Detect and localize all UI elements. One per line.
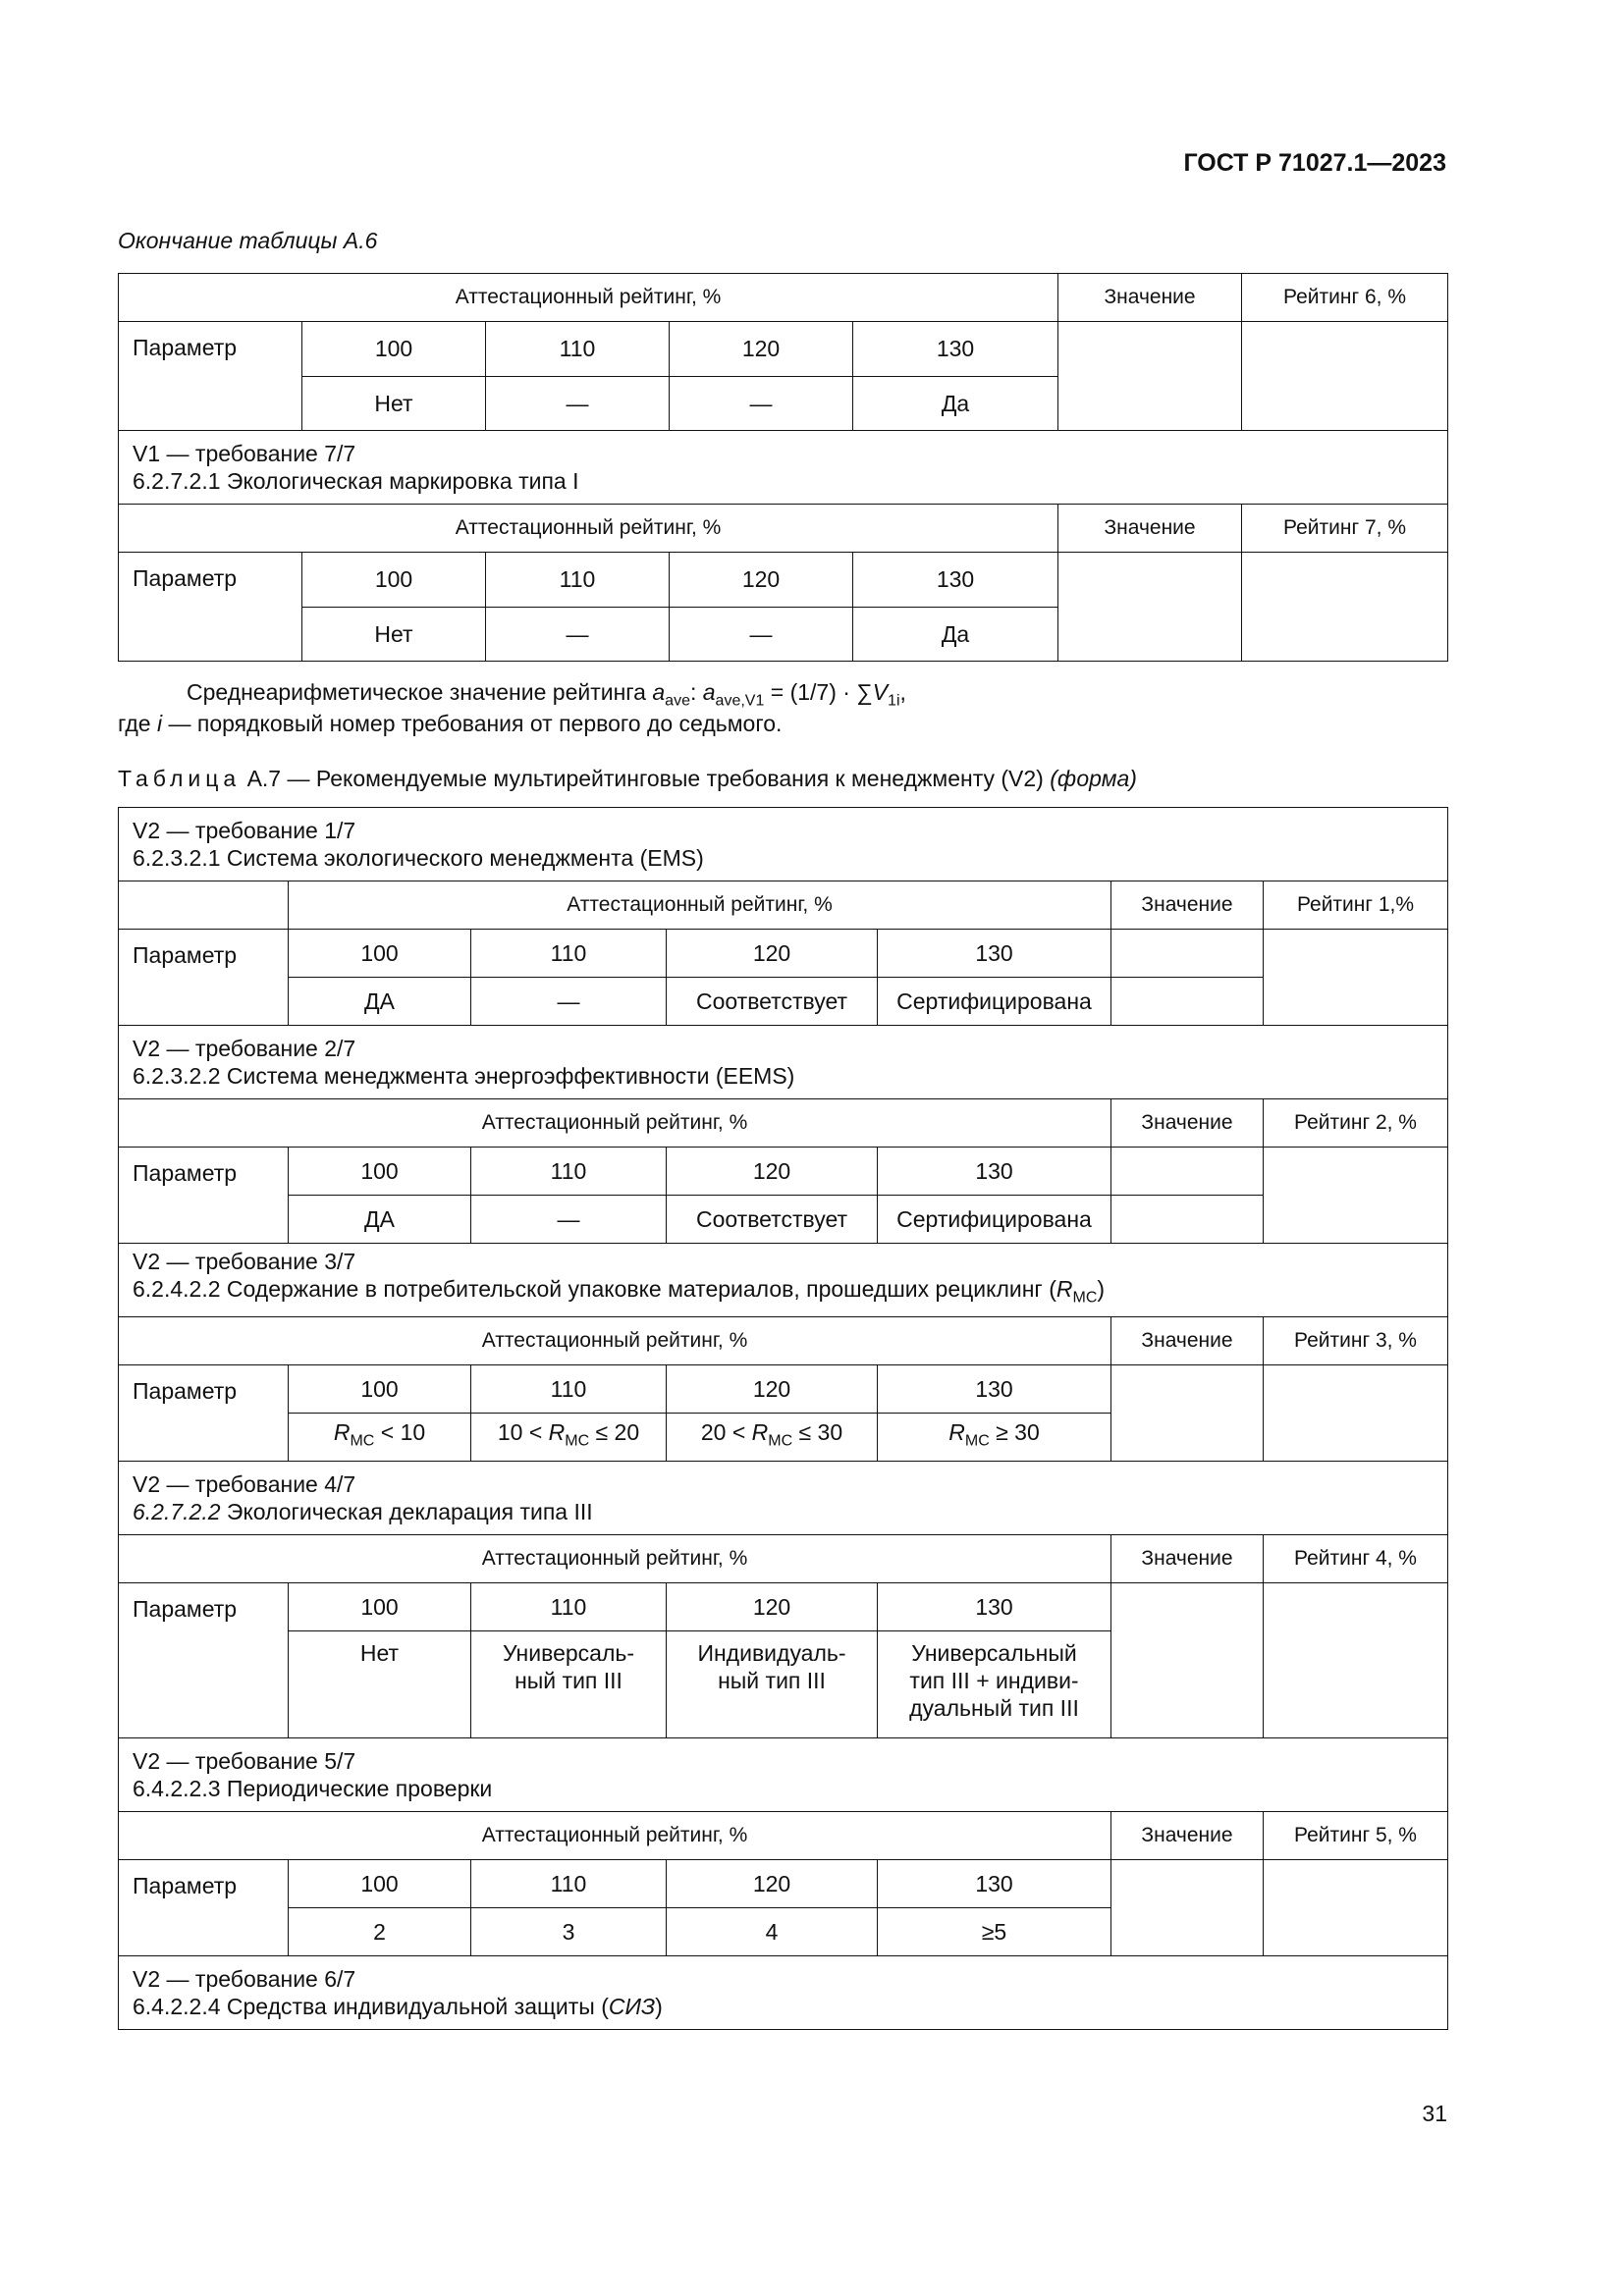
answer-130: Да [853, 376, 1058, 431]
header-value: Значение [1111, 1812, 1264, 1860]
param-label: Параметр [119, 930, 289, 1026]
header-value: Значение [1058, 274, 1242, 322]
rating-cell [1264, 1365, 1448, 1462]
level-110: 110 [471, 1365, 667, 1414]
answer-text: ≥ 30 [989, 1419, 1040, 1446]
level-110: 110 [486, 322, 670, 377]
rating-cell [1242, 553, 1448, 662]
answer-line: тип III + индиви- [909, 1668, 1079, 1693]
formula-text: Среднеарифметическое значение рейтинга [187, 679, 653, 705]
clause-text: 6.4.2.2.4 Средства индивидуальной защиты ( [133, 1994, 609, 2019]
formula-line-2 [118, 711, 782, 737]
answer-line: ный тип III [514, 1668, 623, 1693]
level-100: 100 [289, 1860, 471, 1908]
level-100: 100 [289, 930, 471, 978]
answer-130 [878, 1631, 1111, 1738]
answer-130: Сертифицирована [878, 1196, 1111, 1244]
level-100: 100 [289, 1583, 471, 1631]
header-rating: Аттестационный рейтинг, % [119, 1099, 1111, 1148]
level-100: 100 [302, 322, 486, 377]
answer-110: — [486, 607, 670, 662]
header-rating-7: Рейтинг 7, % [1242, 505, 1448, 553]
clause-end: ) [655, 1994, 663, 2019]
param-label: Параметр [119, 322, 302, 431]
answer-line: ный тип III [718, 1668, 826, 1693]
level-120: 120 [667, 930, 878, 978]
rating-cell [1264, 930, 1448, 1026]
answer-130 [878, 1414, 1111, 1462]
requirement-title [119, 1738, 1448, 1812]
answer-100: Нет [302, 607, 486, 662]
requirement-id: V2 — требование 1/7 [133, 818, 356, 843]
answer-100: Нет [302, 376, 486, 431]
header-rating: Аттестационный рейтинг, % [119, 1535, 1111, 1583]
header-rating-2: Рейтинг 2, % [1264, 1099, 1448, 1148]
table-a7-caption [118, 766, 1137, 792]
level-130: 130 [878, 1583, 1111, 1631]
answer-text: 20 < [700, 1419, 752, 1446]
formula-explanation: — порядковый номер требования от первого до седьмого. [162, 711, 783, 736]
value-cell [1111, 1148, 1264, 1196]
var-r: R [948, 1419, 965, 1446]
level-120: 120 [670, 322, 853, 377]
header-rating: Аттестационный рейтинг, % [119, 274, 1058, 322]
caption-form: (форма) [1050, 766, 1137, 791]
header-value: Значение [1111, 1099, 1264, 1148]
formula-where: где [118, 711, 157, 736]
requirement-id: V2 — требование 3/7 [133, 1249, 356, 1275]
level-130: 130 [853, 322, 1058, 377]
answer-120 [667, 1631, 878, 1738]
header-value: Значение [1058, 505, 1242, 553]
answer-line: Индивидуаль- [697, 1640, 846, 1666]
answer-100: Нет [289, 1631, 471, 1738]
var-r: R [548, 1419, 566, 1446]
answer-100: ДА [289, 978, 471, 1026]
answer-120 [667, 1414, 878, 1462]
answer-120: Соответствует [667, 1196, 878, 1244]
level-100: 100 [302, 553, 486, 608]
param-label: Параметр [119, 1365, 289, 1462]
level-100: 100 [289, 1365, 471, 1414]
answer-110: — [471, 978, 667, 1026]
header-empty [119, 881, 289, 930]
level-110: 110 [471, 1860, 667, 1908]
requirement-id: V2 — требование 4/7 [133, 1471, 356, 1497]
header-rating-1: Рейтинг 1,% [1264, 881, 1448, 930]
formula-sub: ave,V1 [715, 692, 765, 710]
level-130: 130 [878, 930, 1111, 978]
level-110: 110 [471, 930, 667, 978]
formula-colon: : [689, 679, 703, 705]
value-cell [1111, 930, 1264, 978]
param-label: Параметр [119, 553, 302, 662]
rating-cell [1264, 1148, 1448, 1244]
param-label: Параметр [119, 1583, 289, 1738]
answer-120: Соответствует [667, 978, 878, 1026]
header-rating: Аттестационный рейтинг, % [119, 505, 1058, 553]
caption-label: Таблица [118, 766, 242, 791]
requirement-title [119, 1244, 1448, 1317]
level-130: 130 [878, 1148, 1111, 1196]
value-cell [1058, 322, 1242, 431]
requirement-id: V2 — требование 6/7 [133, 1966, 356, 1992]
requirement-title [119, 431, 1448, 505]
requirement-clause [133, 1275, 1434, 1312]
answer-120: 4 [667, 1908, 878, 1956]
table-continuation-caption: Окончание таблицы А.6 [118, 228, 378, 253]
answer-100: 2 [289, 1908, 471, 1956]
answer-line: Универсаль- [502, 1640, 635, 1666]
answer-line: дуальный тип III [909, 1695, 1079, 1721]
level-110: 110 [471, 1583, 667, 1631]
level-110: 110 [486, 553, 670, 608]
clause-abbr: СИЗ [608, 1994, 656, 2019]
rating-cell [1264, 1583, 1448, 1738]
requirement-id: V2 — требование 2/7 [133, 1036, 356, 1061]
answer-100 [289, 1414, 471, 1462]
header-rating-4: Рейтинг 4, % [1264, 1535, 1448, 1583]
formula-tail: , [899, 679, 906, 705]
clause-text: 6.2.4.2.2 Содержание в потребительской упаковке материалов, прошедших рециклинг ( [133, 1276, 1056, 1303]
requirement-clause [133, 1498, 1434, 1525]
formula-var-i: i [156, 711, 163, 736]
rating-cell [1264, 1860, 1448, 1956]
var-sub: MC [565, 1432, 590, 1450]
value-cell [1111, 978, 1264, 1026]
param-label: Параметр [119, 1860, 289, 1956]
level-120: 120 [667, 1583, 878, 1631]
rating-cell [1242, 322, 1448, 431]
requirement-title [119, 1956, 1448, 2030]
requirement-clause: 6.2.3.2.1 Система экологического менеджмента (EMS) [133, 845, 704, 871]
header-value: Значение [1111, 1535, 1264, 1583]
var-r: R [751, 1419, 769, 1446]
answer-110 [471, 1414, 667, 1462]
answer-130: Да [853, 607, 1058, 662]
param-label: Параметр [119, 1148, 289, 1244]
answer-line: Универсальный [911, 1640, 1077, 1666]
answer-100: ДА [289, 1196, 471, 1244]
level-120: 120 [667, 1860, 878, 1908]
formula-var-a: a [702, 679, 716, 705]
clause-end: ) [1097, 1276, 1106, 1303]
formula-sub: 1i [888, 692, 900, 710]
header-rating-6: Рейтинг 6, % [1242, 274, 1448, 322]
answer-110: — [471, 1196, 667, 1244]
page-number: 31 [1422, 2101, 1447, 2126]
value-cell [1111, 1365, 1264, 1462]
level-130: 130 [878, 1860, 1111, 1908]
requirement-id: V1 — требование 7/7 [133, 441, 356, 466]
level-120: 120 [667, 1365, 878, 1414]
answer-110: 3 [471, 1908, 667, 1956]
requirement-title [119, 808, 1448, 881]
table-a6-end [118, 273, 1448, 662]
level-120: 120 [670, 553, 853, 608]
formula-sub: ave [665, 692, 690, 710]
requirement-clause [133, 1993, 1434, 2020]
header-rating-3: Рейтинг 3, % [1264, 1317, 1448, 1365]
standard-code: ГОСТ Р 71027.1—2023 [1183, 149, 1446, 177]
var-sub: MC [1072, 1289, 1098, 1307]
var-sub: MC [964, 1432, 990, 1450]
level-130: 130 [878, 1365, 1111, 1414]
answer-110 [471, 1631, 667, 1738]
header-value: Значение [1111, 881, 1264, 930]
answer-text: 10 < [497, 1419, 549, 1446]
clause-number: 6.2.7.2.2 [133, 1499, 221, 1524]
answer-text: ≤ 20 [589, 1419, 640, 1446]
clause-text: Экологическая декларация типа III [220, 1499, 593, 1524]
requirement-clause: 6.4.2.2.3 Периодические проверки [133, 1776, 493, 1801]
formula-eq: = (1/7) · ∑ [764, 679, 873, 705]
answer-text: < 10 [374, 1419, 426, 1446]
requirement-title [119, 1462, 1448, 1535]
table-a7 [118, 807, 1448, 2030]
requirement-clause: 6.2.7.2.1 Экологическая маркировка типа I [133, 468, 579, 494]
requirement-clause: 6.2.3.2.2 Система менеджмента энергоэффективности (EEMS) [133, 1063, 795, 1089]
header-rating-5: Рейтинг 5, % [1264, 1812, 1448, 1860]
level-110: 110 [471, 1148, 667, 1196]
formula-var-v: V [872, 679, 889, 705]
var-r: R [333, 1419, 351, 1446]
requirement-title [119, 1026, 1448, 1099]
level-120: 120 [667, 1148, 878, 1196]
requirement-id: V2 — требование 5/7 [133, 1748, 356, 1774]
var-sub: MC [350, 1432, 375, 1450]
var-sub: MC [768, 1432, 793, 1450]
formula-line-1 [118, 679, 906, 711]
header-rating: Аттестационный рейтинг, % [119, 1812, 1111, 1860]
value-cell [1111, 1583, 1264, 1738]
answer-130: Сертифицирована [878, 978, 1111, 1026]
answer-110: — [486, 376, 670, 431]
value-cell [1111, 1860, 1264, 1956]
caption-text: А.7 — Рекомендуемые мультирейтинговые требования к менеджменту (V2) [241, 766, 1051, 791]
header-rating: Аттестационный рейтинг, % [119, 1317, 1111, 1365]
header-value: Значение [1111, 1317, 1264, 1365]
answer-text: ≤ 30 [792, 1419, 843, 1446]
answer-130: ≥5 [878, 1908, 1111, 1956]
level-100: 100 [289, 1148, 471, 1196]
answer-120: — [670, 376, 853, 431]
level-130: 130 [853, 553, 1058, 608]
value-cell [1111, 1196, 1264, 1244]
answer-120: — [670, 607, 853, 662]
value-cell [1058, 553, 1242, 662]
header-rating: Аттестационный рейтинг, % [289, 881, 1111, 930]
formula-var-a: a [652, 679, 666, 705]
var-r: R [1056, 1276, 1073, 1303]
